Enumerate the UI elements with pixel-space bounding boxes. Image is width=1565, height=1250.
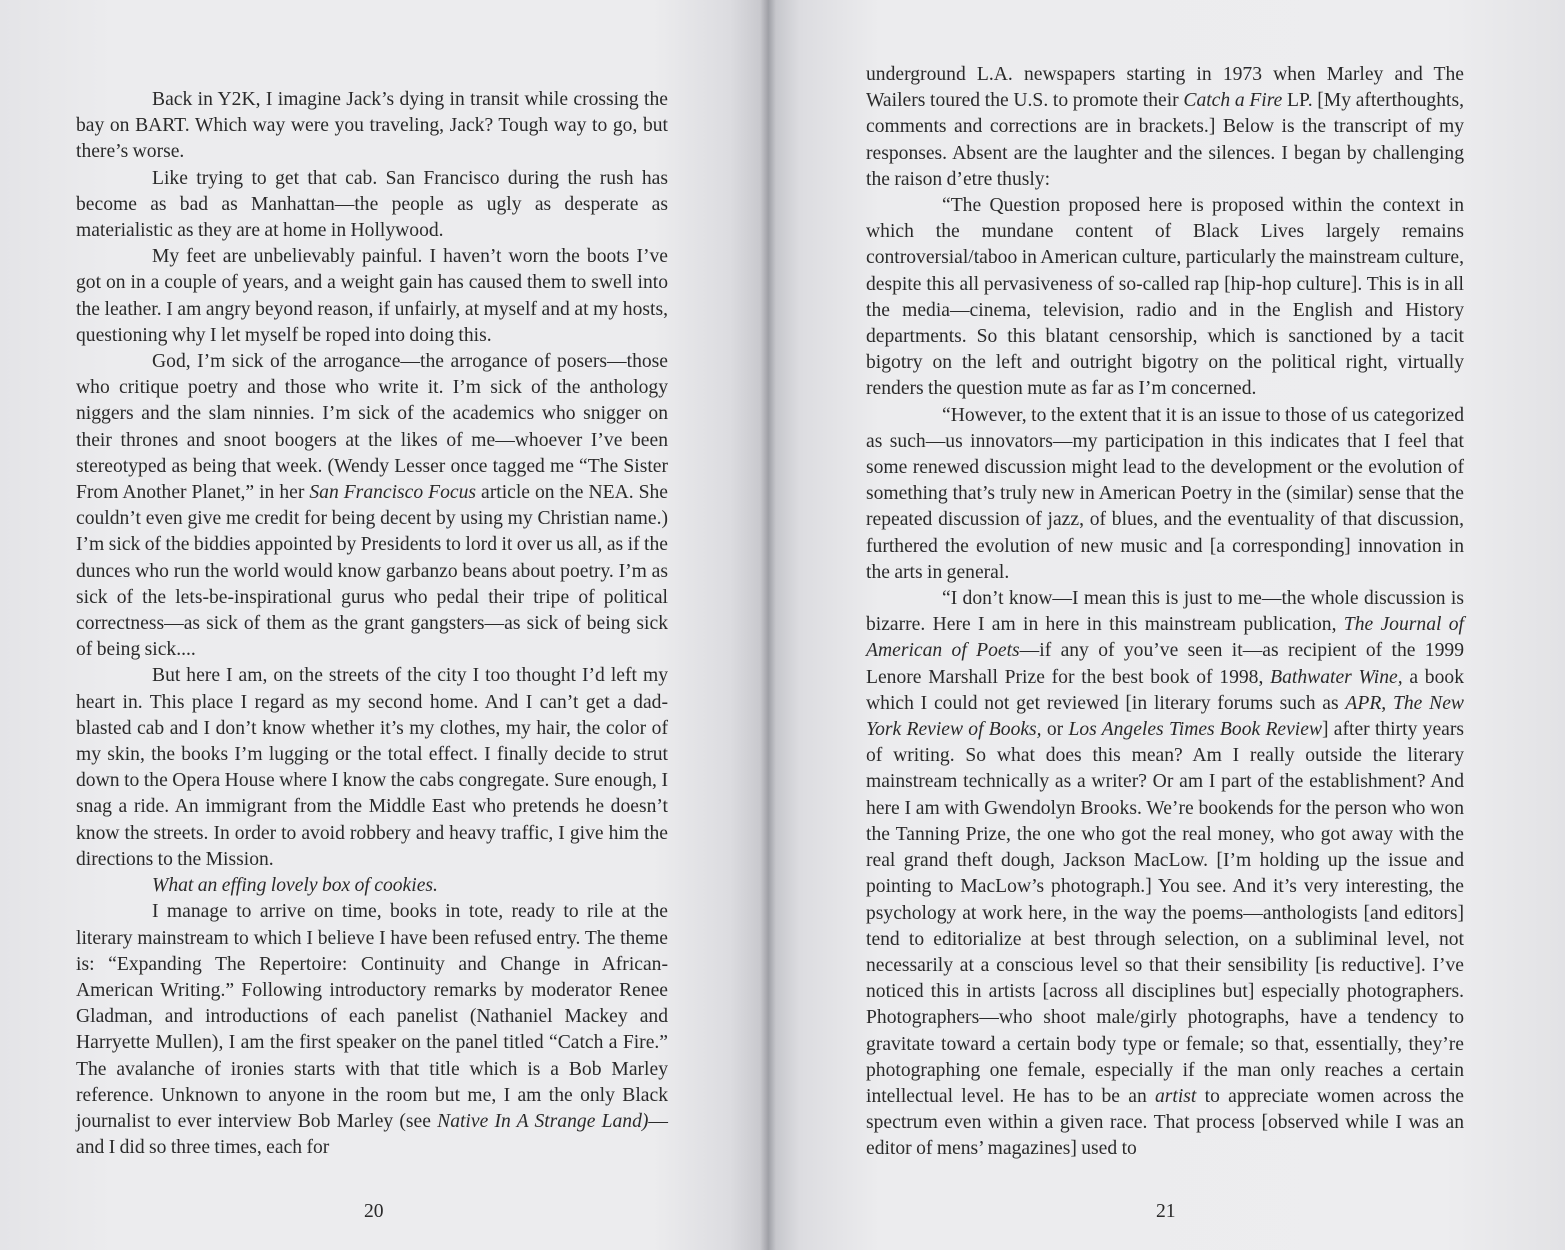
left-page xyxy=(0,0,768,1250)
paragraph: My feet are unbelievably painful. I haven’t worn the boots I’ve got on in a couple of years, and a weight gain has caused them to swell into the leather. I am angry beyond reason, if unfairly, at myself and at my hosts, questioning why I let myself be roped into doing this. xyxy=(76,246,668,346)
text-run: to appreciate women across the spectrum even within a given race. That process [observed while I was an editor of mens’ magazines] used to xyxy=(866,1085,1464,1160)
text-run: ] after thirty years of writing. So what does this mean? Am I really outside the literary mainstream technically as a writer? Or am I part of the establishment? And here I am with Gwendolyn Brooks. We’re bookends for the person who won the Tanning Prize, the one who got the real money, who got away with the real grand theft dough, Jackson MacLow. [I’m holding up the issue and pointing to MacLow’s photograph.] You see. And it’s very interesting, the psychology at work here, in the way the poems—anthologists [and editors] tend to editorialize at best through selection, on a subliminal level, not necessarily at a conscious level so that their sensibility [is reductive]. I’ve noticed this in artists [across all disciplines but] especially photographers. Photographers—who shoot male/girly photographs, have a tendency to gravitate toward a certain body type or female; so that, essentially, they’re photographing one female, especially if the man only reaches a certain intellectual level. He has to be an xyxy=(866,719,1464,1107)
text-run: “I don’t know—I mean this is just to me—the whole discussion is bizarre. Here I am in here in this mainstream publication, xyxy=(866,588,1464,636)
text-run: I manage to arrive on time, books in tote, ready to rile at the literary mainstream to which I believe I have been refused entry. The theme is: “Expanding The Repertoire: Continuity and Change in African-American Writing.” Following introductory remarks by moderator Renee Gladman, and introductions of each panelist (Nathaniel Mackey and Harryette Mullen), I am the first speaker on the panel titled “Catch a Fire.” The avalanche of ironies starts with that title which is a Bob Marley reference. Unknown to anyone in the room but me, I am the only Black journalist to ever interview Bob Marley (see xyxy=(76,901,668,1132)
paragraph: Back in Y2K, I imagine Jack’s dying in transit while crossing the bay on BART. Which way were you traveling, Jack? Tough way to go, but there’s worse. xyxy=(76,89,668,163)
italic-title: Los Angeles Times Book Review xyxy=(1068,719,1323,741)
italic-emphasis: artist xyxy=(1155,1085,1197,1107)
page-number: 21 xyxy=(1156,1201,1176,1222)
text-run: or xyxy=(1041,719,1069,741)
text-run: God, I’m sick of the arrogance—the arrogance of posers—those who critique poetry and those who write it. I’m sick of the anthology niggers and the slam ninnies. I’m sick of the academics who snigger on their thrones and snoot boogers at the likes of me—whoever I’ve been stereotyped as being that week. (Wendy Lesser once tagged me “The Sister From Another Planet,” in her xyxy=(76,351,668,504)
text-run: LP. [My afterthoughts, comments and corrections are in brackets.] Below is the transcript of my responses. Absent are the laughter and the silences. I began by challenging the raison d’etre thusly: xyxy=(866,90,1464,190)
italic-title: APR, The New York Review of Books, xyxy=(866,692,1464,741)
left-page-body xyxy=(76,87,668,1161)
book-gutter xyxy=(760,0,776,1250)
italic-title: Native In A Strange Land) xyxy=(437,1110,649,1132)
paragraph xyxy=(866,586,1464,1162)
text-run: a book which I could not get reviewed [in literary forums such as xyxy=(866,666,1464,714)
paragraph xyxy=(76,899,668,1161)
paragraph: Like trying to get that cab. San Francisco during the rush has become as bad as Manhattan—the people as ugly as desperate as materialistic as they are at home in Hollywood. xyxy=(76,167,668,242)
page-number: 20 xyxy=(364,1201,384,1222)
italic-title: Bathwater Wine, xyxy=(1270,666,1403,688)
text-run: —and I did so three times, each for xyxy=(76,1110,668,1159)
paragraph: “The Question proposed here is proposed within the context in which the mundane content of Black Lives largely remains controversial/taboo in American culture, particularly the mainstream culture, despite this all pervasiveness of so-called rap [hip-hop culture]. This is in all the media—cinema, television, radio and in the English and History departments. So this blatant censorship, which is sanctioned by a tacit bigotry on the left and outright bigotry on the political right, virtually renders the question mute as far as I’m concerned. xyxy=(866,195,1464,400)
paragraph: “However, to the extent that it is an issue to those of us categorized as such—us innovators—my participation in this indicates that I feel that some renewed discussion might lead to the development or the evolution of something that’s truly new in American Poetry in the (similar) sense that the repeated discussion of jazz, of blues, and the eventuality of that discussion, furthered the evolution of new music and [a corresponding] innovation in the arts in general. xyxy=(866,404,1464,583)
italic-title: San Francisco Focus xyxy=(309,482,477,504)
right-page-body xyxy=(866,62,1464,1163)
italic-paragraph xyxy=(76,873,668,899)
text-run: —if any of you’ve seen it—as recipient of the 1999 Lenore Marshall Prize for the best book of 1998, xyxy=(866,640,1464,688)
text-run: underground L.A. newspapers starting in 1973 when Marley and The Wailers toured the U.S. to promote their xyxy=(866,64,1464,112)
text-run: article on the NEA. She couldn’t even give me credit for being decent by using my Christian name.) I’m sick of the biddies appointed by Presidents to lord it over us all, as if the dunces who run the world would know garbanzo beans about poetry. I’m as sick of the lets-be-inspirational gurus who pedal their tripe of political correctness—as sick of them as the grant gangsters—as sick of being sick of being sick.... xyxy=(76,482,669,661)
italic-title: The Journal of American of Poets xyxy=(866,614,1464,662)
paragraph xyxy=(866,62,1464,193)
paragraph xyxy=(76,349,668,663)
paragraph: But here I am, on the streets of the city I too thought I’d left my heart in. This place I regard as my second home. And I can’t get a dad-blasted cab and I don’t know whether it’s my clothes, my hair, the color of my skin, the books I’m lugging or the total effect. I finally decide to strut down to the Opera House where I know the cabs congregate. Sure enough, I snag a ride. An immigrant from the Middle East who pretends he doesn’t know the streets. In order to avoid robbery and heavy traffic, I give him the directions to the Mission. xyxy=(76,665,668,870)
italic-aside: What an effing lovely box of cookies. xyxy=(152,875,438,897)
italic-title: Catch a Fire xyxy=(1183,90,1283,112)
